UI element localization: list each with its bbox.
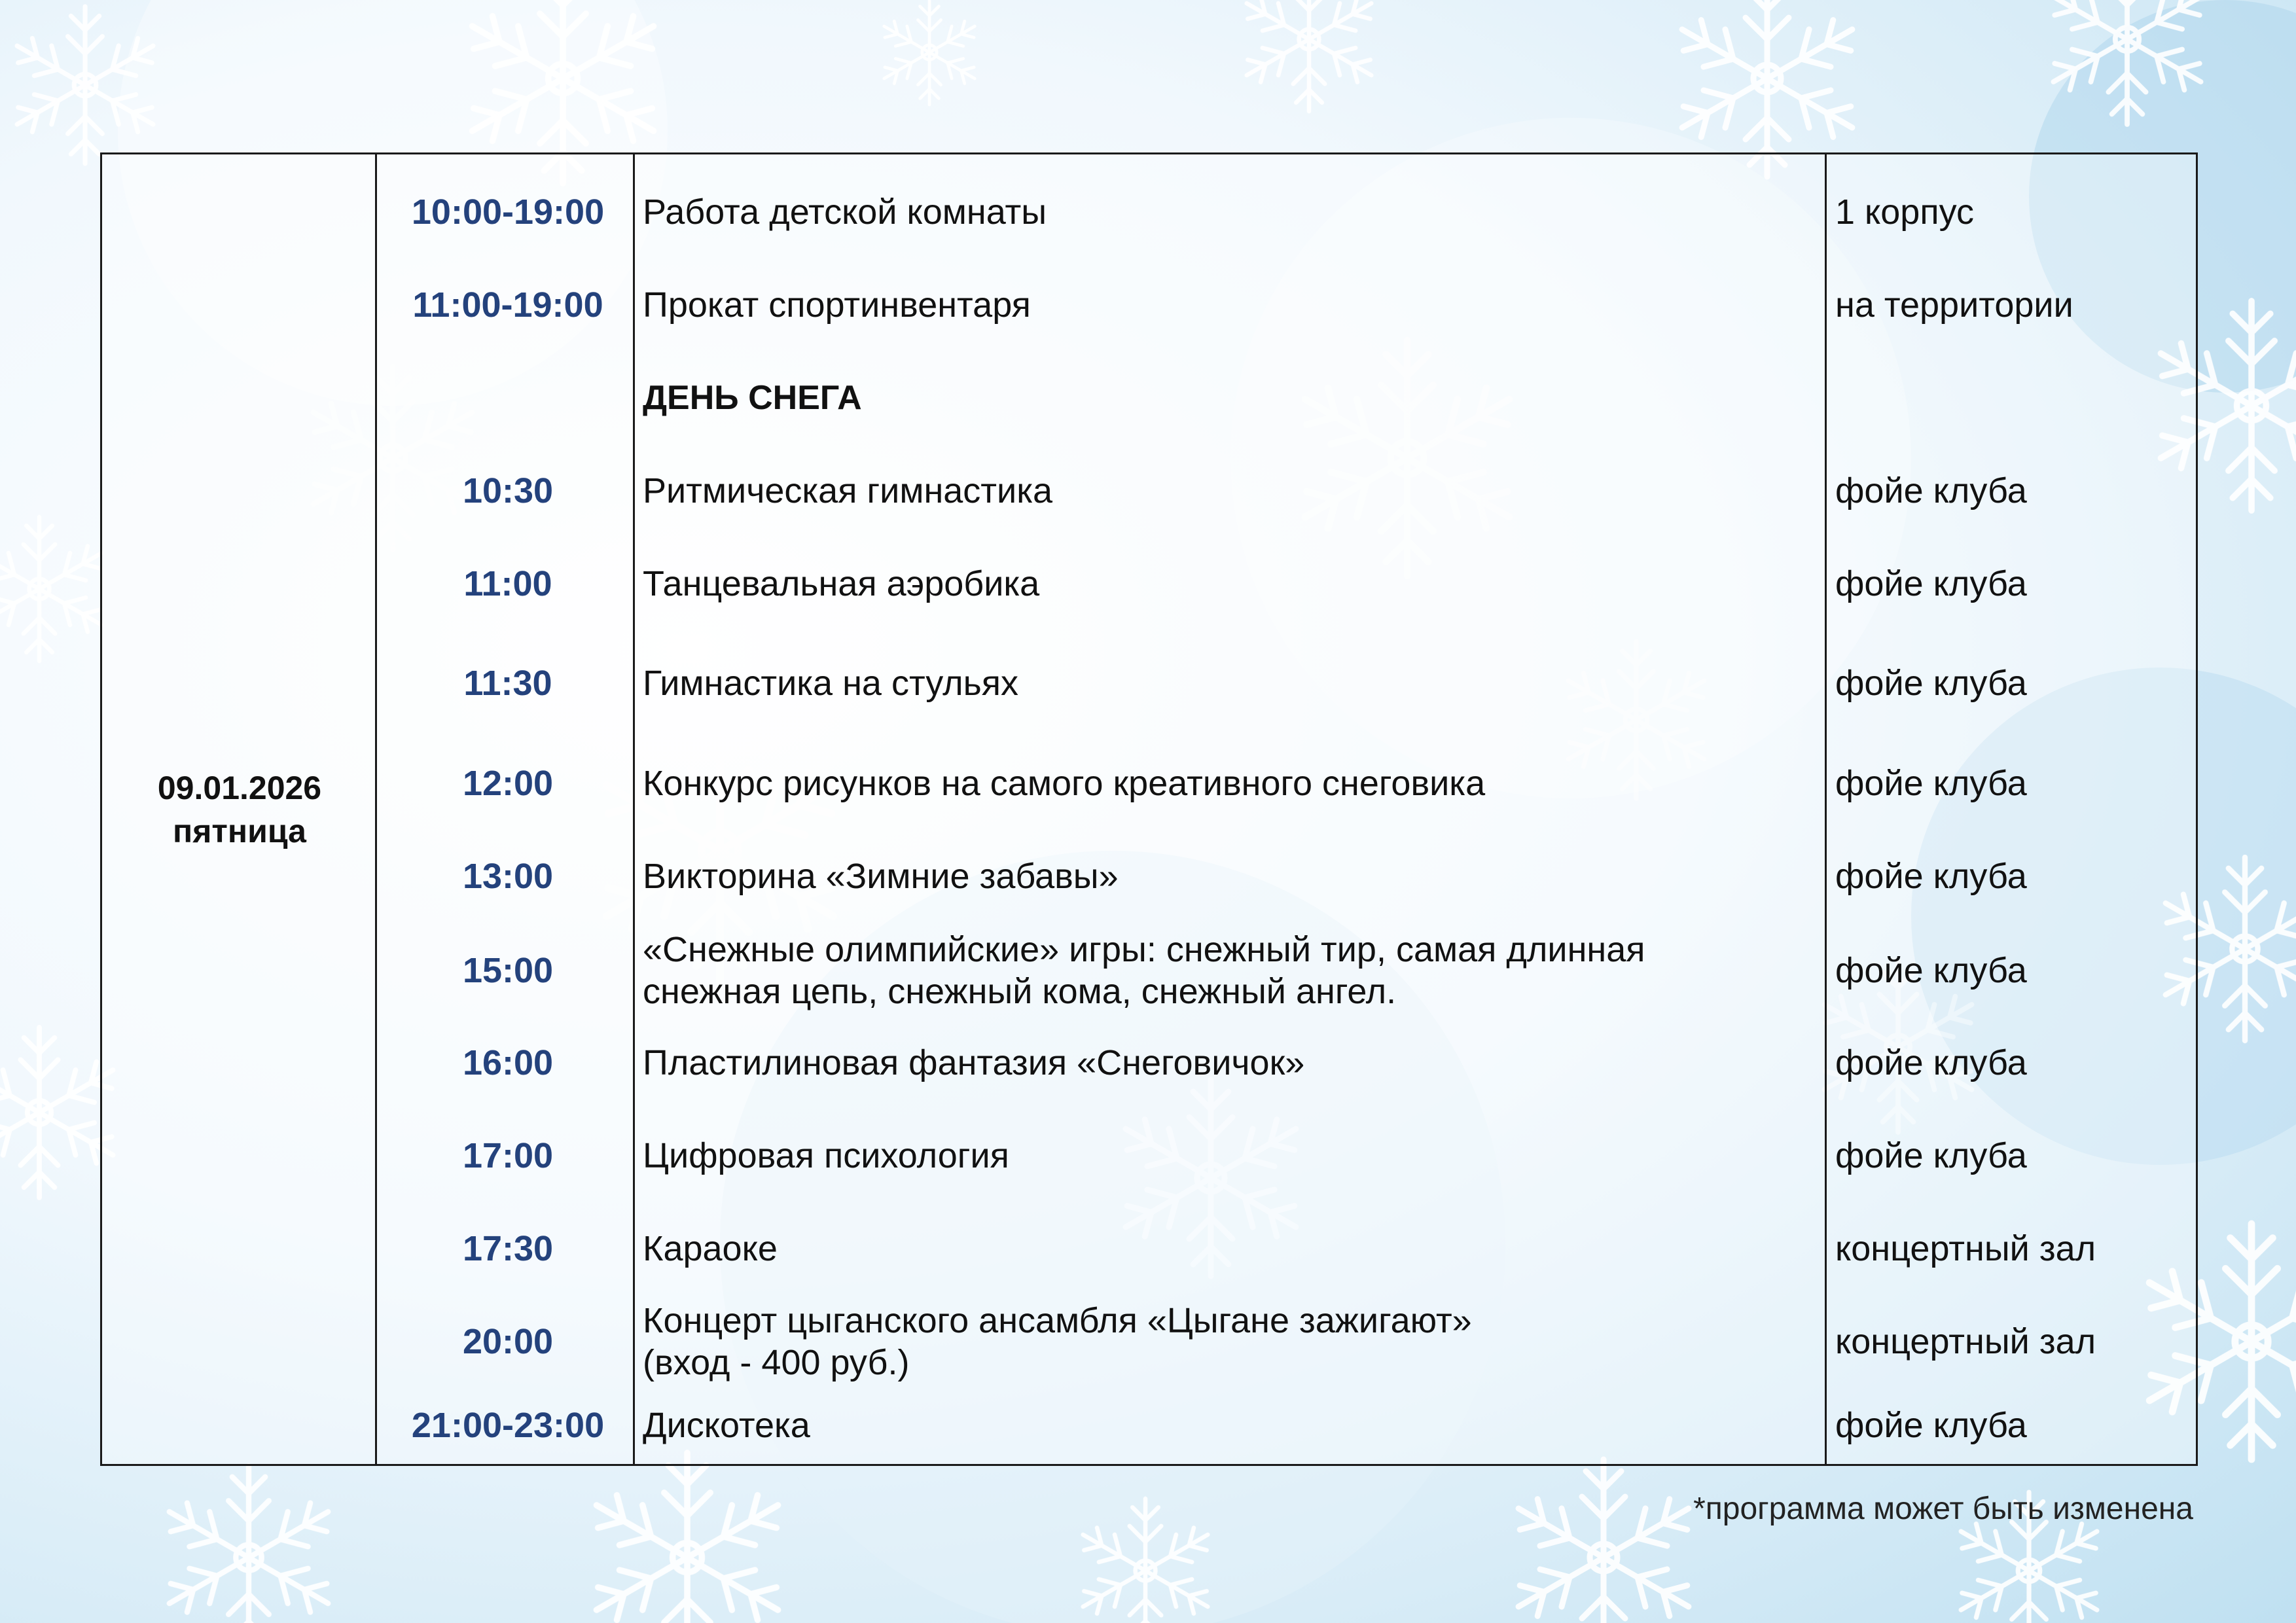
schedule-row: [102, 260, 2196, 349]
event-time: 17:00: [462, 1136, 554, 1175]
event-title: Гимнастика на стульях: [643, 664, 1018, 703]
schedule-row: [102, 832, 2196, 921]
event-location: [1835, 353, 2189, 442]
event-title: Прокат спортинвентаря: [643, 285, 1031, 325]
schedule-row: [102, 639, 2196, 728]
event-location: фойе клуба: [1835, 764, 2027, 803]
event-title: Пластилиновая фантазия «Снеговичок»: [643, 1043, 1305, 1082]
event-title: Концерт цыганского ансамбля «Цыгане зажигают» (вход - 400 руб.): [643, 1301, 1472, 1382]
event-title: «Снежные олимпийские» игры: снежный тир, самая длинная снежная цепь, снежный кома, снежный ангел.: [643, 930, 1645, 1011]
event-time: 10:30: [462, 471, 554, 510]
schedule-row: [102, 1111, 2196, 1200]
schedule-row: [102, 1389, 2196, 1461]
section-heading-row: [102, 353, 2196, 442]
event-time: 20:00: [462, 1322, 554, 1361]
event-time: 21:00-23:00: [411, 1406, 605, 1445]
event-title: Танцевальная аэробика: [643, 564, 1040, 603]
event-location: фойе клуба: [1835, 664, 2027, 703]
event-time: [379, 353, 637, 442]
event-time: 11:00-19:00: [412, 285, 603, 325]
event-location: фойе клуба: [1835, 857, 2027, 896]
schedule-table: [100, 152, 2198, 1466]
schedule-weekday: пятница: [173, 812, 306, 849]
event-title: Караоке: [643, 1229, 778, 1268]
schedule-row: [102, 921, 2196, 1020]
event-location: на территории: [1835, 285, 2073, 325]
event-location: фойе клуба: [1835, 471, 2027, 510]
footnote: *программа может быть изменена: [1693, 1491, 2193, 1526]
section-heading: ДЕНЬ СНЕГА: [643, 379, 862, 417]
event-time: 10:00-19:00: [411, 192, 605, 232]
event-location: фойе клуба: [1835, 1043, 2027, 1082]
event-location: концертный зал: [1835, 1322, 2096, 1361]
event-time: 15:00: [462, 951, 554, 990]
event-time: 12:00: [462, 764, 554, 803]
event-title: Ритмическая гимнастика: [643, 471, 1053, 510]
schedule-row: [102, 1018, 2196, 1107]
event-time: 17:30: [462, 1229, 554, 1268]
event-title: Викторина «Зимние забавы»: [643, 857, 1119, 896]
event-location: фойе клуба: [1835, 951, 2027, 990]
event-title: Цифровая психология: [643, 1136, 1009, 1175]
event-location: 1 корпус: [1835, 192, 1974, 232]
event-location: фойе клуба: [1835, 1406, 2027, 1445]
schedule-row: [102, 168, 2196, 257]
schedule-row: [102, 1293, 2196, 1391]
event-title: Конкурс рисунков на самого креативного снеговика: [643, 764, 1486, 803]
event-location: фойе клуба: [1835, 1136, 2027, 1175]
event-time: 16:00: [462, 1043, 554, 1082]
event-time: 11:30: [463, 664, 552, 703]
schedule-row: [102, 539, 2196, 628]
schedule-row: [102, 1204, 2196, 1293]
event-location: концертный зал: [1835, 1229, 2096, 1268]
event-title: Дискотека: [643, 1406, 810, 1445]
event-location: фойе клуба: [1835, 564, 2027, 603]
schedule-row: [102, 446, 2196, 535]
schedule-row: [102, 739, 2196, 828]
event-time: 11:00: [463, 564, 552, 603]
schedule-date: 09.01.2026: [157, 769, 322, 806]
event-title: Работа детской комнаты: [643, 192, 1047, 232]
event-time: 13:00: [462, 857, 554, 896]
